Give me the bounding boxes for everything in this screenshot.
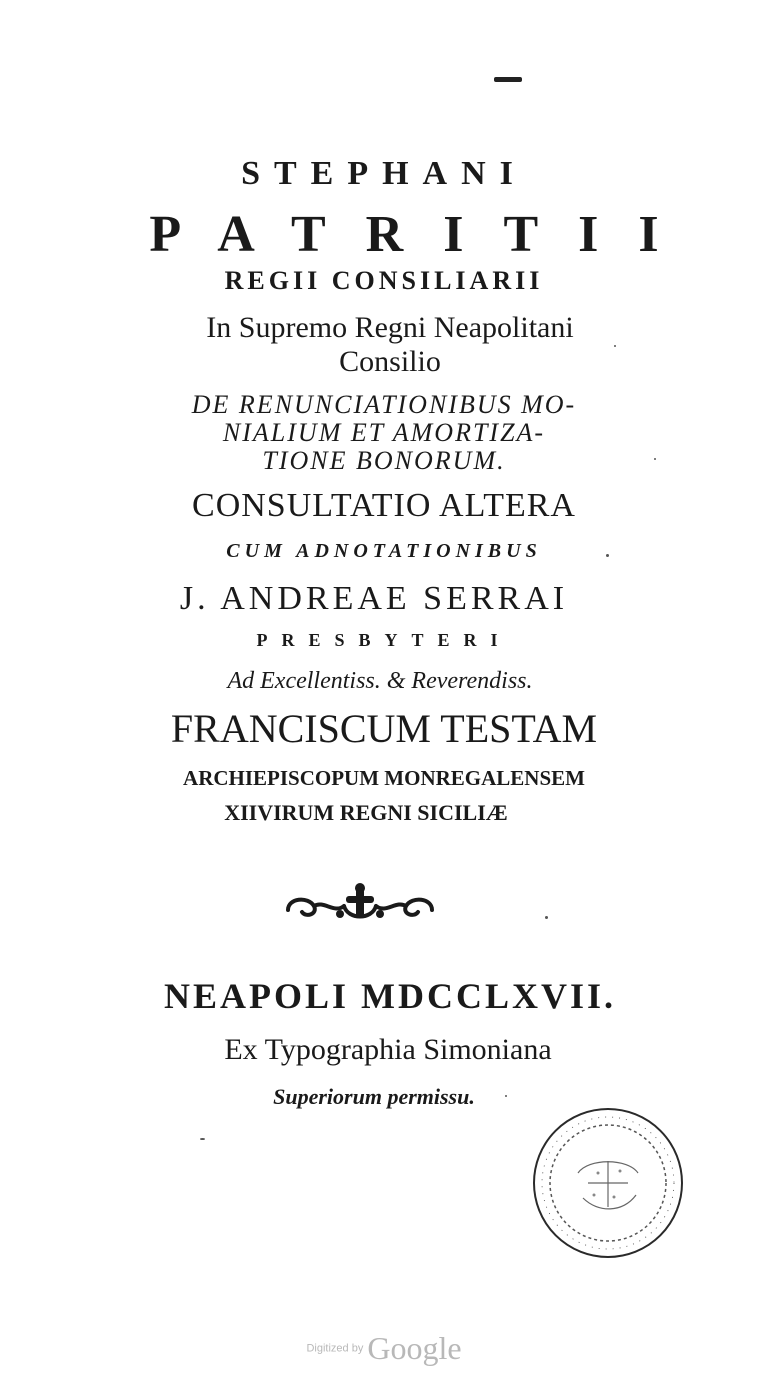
- ink-speck: [606, 554, 609, 557]
- with-notes-line: CUM ADNOTATIONIBUS: [226, 540, 542, 562]
- subject-line-1: DE RENUNCIATIONIBUS MO-: [191, 390, 577, 419]
- library-stamp-icon: [528, 1103, 688, 1263]
- ink-speck: [614, 345, 616, 347]
- annotator-role: PRESBYTERI: [256, 630, 512, 650]
- digitized-prefix: Digitized by: [306, 1342, 364, 1355]
- author-office-line-2: In Supremo Regni Neapolitani: [206, 311, 574, 344]
- ink-speck: [654, 458, 656, 460]
- imprint-permission: Superiorum permissu.: [273, 1084, 475, 1109]
- annotator-name: J. ANDREAE SERRAI: [179, 580, 569, 617]
- ink-speck: [505, 1095, 507, 1097]
- work-title: CONSULTATIO ALTERA: [192, 487, 576, 524]
- author-office-line-3: Consilio: [339, 345, 441, 378]
- subject-line-2: NIALIUM ET AMORTIZA-: [222, 418, 546, 447]
- google-wordmark: Google: [367, 1330, 462, 1366]
- author-last-name: PATRITII: [149, 206, 699, 263]
- dedication-line: Ad Excellentiss. & Reverendiss.: [227, 668, 533, 694]
- ink-mark: [494, 77, 522, 82]
- imprint-printer: Ex Typographia Simoniana: [224, 1033, 552, 1066]
- digitized-by-watermark: [0, 1330, 768, 1367]
- fleuron-ornament-icon: [280, 880, 440, 928]
- ink-speck: [200, 1138, 205, 1140]
- author-first-name: STEPHANI: [241, 155, 527, 192]
- subject-line-3: TIONE BONORUM.: [262, 446, 506, 475]
- dedicatee-name: FRANCISCUM TESTAM: [170, 706, 598, 751]
- author-office: REGII CONSILIARII: [224, 266, 544, 295]
- dedicatee-title-2: XIIVIRUM REGNI SICILIÆ: [224, 800, 508, 825]
- ink-speck: [545, 916, 548, 919]
- imprint-place-year: NEAPOLI MDCCLXVII.: [163, 976, 617, 1016]
- dedicatee-title-1: ARCHIEPISCOPUM MONREGALENSEM: [183, 766, 585, 790]
